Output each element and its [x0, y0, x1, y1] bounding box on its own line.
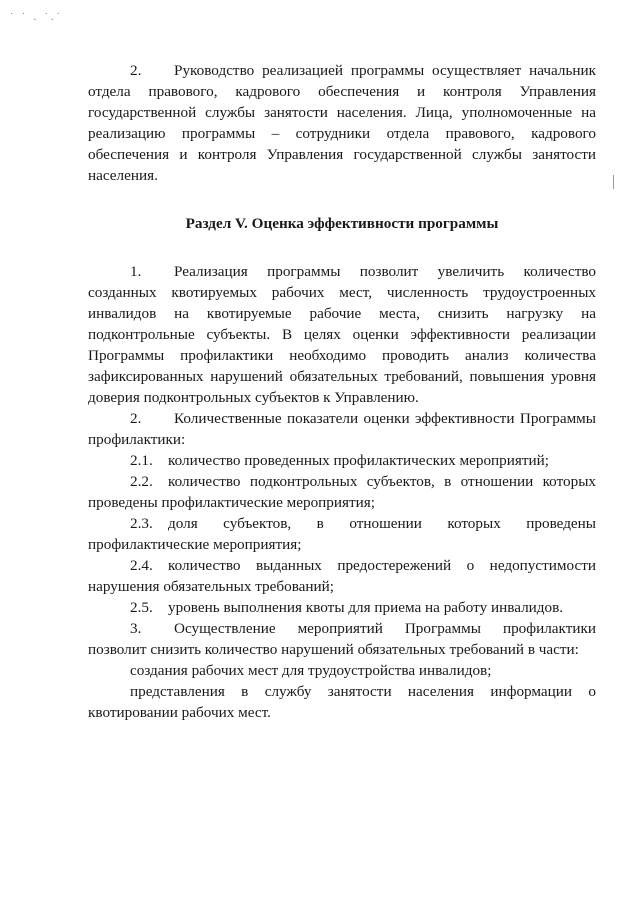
paragraph-text: Количественные показатели оценки эффективности Программы профилактики:	[88, 410, 596, 448]
list-item-text: уровень выполнения квоты для приема на работу инвалидов.	[168, 599, 564, 616]
paragraph-text: Руководство реализацией программы осуществляет начальник отдела правового, кадрового обеспечения и контроля Управления государственной службы занятости населения. Лица, уполномоченные на реализацию программы – сотрудники отдела правового, кадрового обеспечения и контроля Управления государственной службы занятости населения.	[88, 62, 596, 184]
paragraph-text: Реализация программы позволит увеличить количество созданных квотируемых рабочих мест, численность трудоустроенных инвалидов на квотируемые рабочие места, снизить нагрузку на подконтрольные субъекты. В целях оценки эффективности реализации Программы профилактики необходимо проводить анализ количества зафиксированных нарушений обязательных требований, повышения уровня доверия подконтрольных субъектов к Управлению.	[88, 263, 596, 406]
paragraph-1	[88, 261, 596, 408]
list-item-text: количество подконтрольных субъектов, в отношении которых проведены профилактические мероприятия;	[88, 473, 596, 511]
paragraph-text: Осуществление мероприятий Программы профилактики позволит снизить количество нарушений обязательных требований в части:	[88, 620, 596, 658]
list-item-number: 2.5.	[130, 599, 153, 616]
list-item-text: доля субъектов, в отношении которых проведены профилактические мероприятия;	[88, 515, 596, 553]
list-item-number: 2.1.	[130, 452, 153, 469]
list-item-text: количество выданных предостережений о недопустимости нарушения обязательных требований;	[88, 557, 596, 595]
scan-artifact-line	[613, 175, 614, 189]
paragraph-number: 1.	[130, 263, 142, 280]
paragraph-3	[88, 618, 596, 660]
paragraph-number: 2.	[130, 62, 142, 79]
document-body	[88, 60, 596, 723]
list-item-2-1	[88, 450, 596, 471]
list-item-2-4	[88, 555, 596, 597]
list-item-2-5	[88, 597, 596, 618]
list-item-2-2	[88, 471, 596, 513]
scan-artifact: ˙ ˙ . ˙.˙	[10, 12, 63, 23]
paragraph-2	[88, 408, 596, 450]
paragraph-number: 2.	[130, 410, 142, 427]
paragraph-number: 3.	[130, 620, 142, 637]
paragraph-3-line-2: представления в службу занятости населения информации о квотировании рабочих мест.	[88, 683, 596, 721]
list-item-text: количество проведенных профилактических мероприятий;	[168, 452, 549, 469]
paragraph-3-line-1: создания рабочих мест для трудоустройства инвалидов;	[130, 662, 492, 679]
list-item-number: 2.4.	[130, 557, 153, 574]
paragraph-management	[88, 60, 596, 186]
list-item-number: 2.2.	[130, 473, 153, 490]
list-item-2-3	[88, 513, 596, 555]
list-item-number: 2.3.	[130, 515, 153, 532]
section-heading: Раздел V. Оценка эффективности программы	[185, 215, 499, 232]
